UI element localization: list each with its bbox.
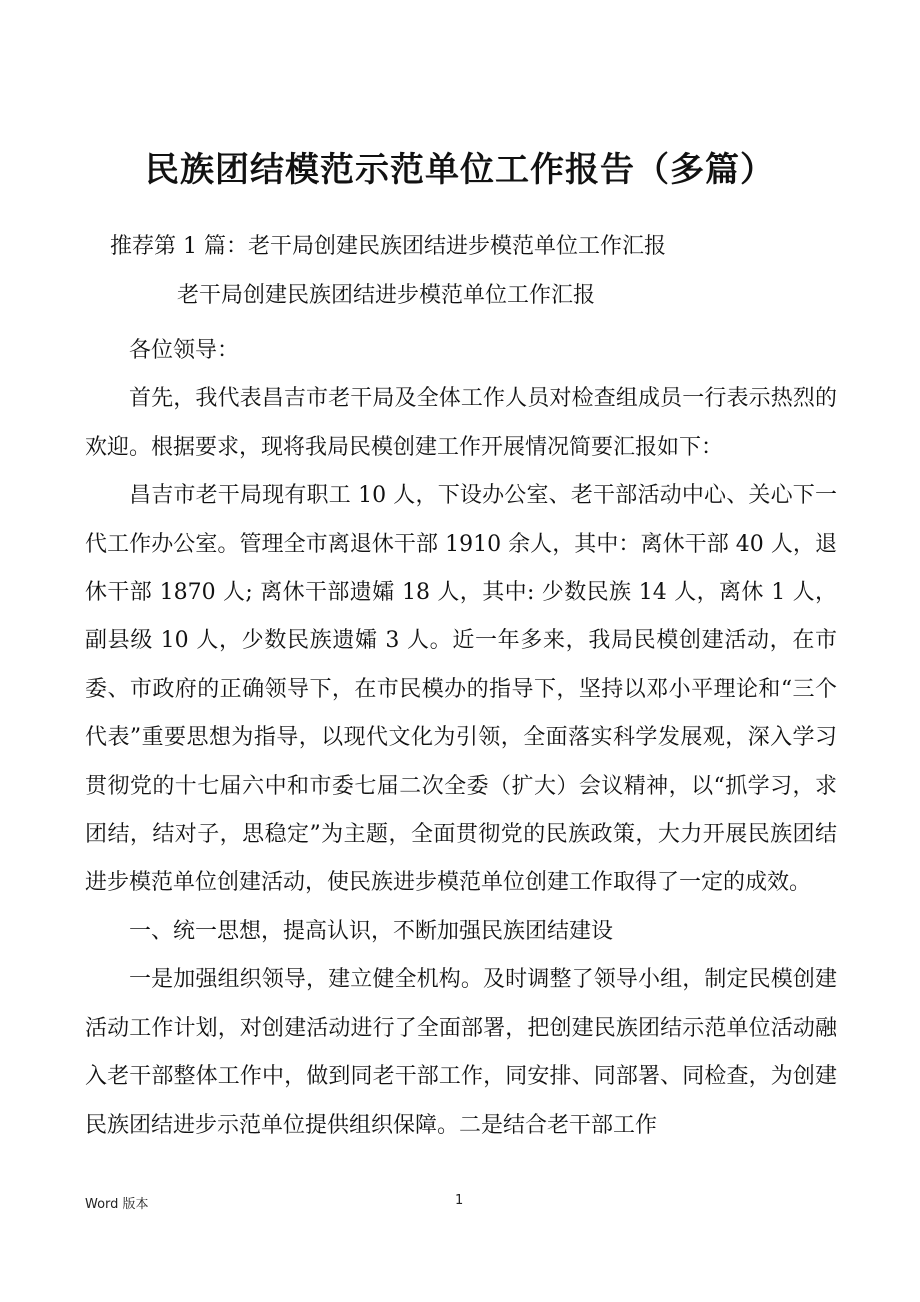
organization-paragraph: 一是加强组织领导，建立健全机构。及时调整了领导小组，制定民模创建活动工作计划，对创建活动进行了全面部署，把创建民族团结示范单位活动融入老干部整体工作中，做到同老干部工作，同安排、同部署、同检查，为创建民族团结进步示范单位提供组织保障。二是结合老干部工作 xyxy=(85,967,837,1138)
welcome-paragraph: 首先，我代表昌吉市老干局及全体工作人员对检查组成员一行表示热烈的欢迎。根据要求，现将我局民模创建工作开展情况简要汇报如下： xyxy=(85,386,837,460)
section-heading: 一、统一思想，提高认识，不断加强民族团结建设 xyxy=(129,918,614,944)
body-text xyxy=(85,327,837,1150)
report-subtitle: 老干局创建民族团结进步模范单位工作汇报 xyxy=(177,283,596,308)
recommend-heading: 推荐第 1 篇：老干局创建民族团结进步模范单位工作汇报 xyxy=(110,234,666,259)
page-number: 1 xyxy=(455,1193,464,1208)
footer-label: Word 版本 xyxy=(85,1197,149,1212)
salutation-paragraph: 各位领导： xyxy=(129,338,240,363)
overview-paragraph: 昌吉市老干局现有职工 10 人，下设办公室、老干部活动中心、关心下一代工作办公室。管理全市离退休干部 1910 余人，其中：离休干部 40 人，退休干部 1870 人; 离休干部遗孀 18 人，其中: 少数民族 14 人，离休 1 人，副县级 10 人，少数民族遗孀 3 人。近一年多来，我局民模创建活动，在市委、市政府的正确领导下，在市民模办的指导下，坚持以邓小平理论和“三个代表”重要思想为指导，以现代文化为引领，全面落实科学发展观，深入学习贯彻党的十七届六中和市委七届二次全委（扩大）会议精神，以“抓学习，求团结，结对子，思稳定”为主题，全面贯彻党的民族政策，大力开展民族团结进步模范单位创建活动，使民族进步模范单位创建工作取得了一定的成效。 xyxy=(85,483,837,896)
document-title: 民族团结模范示范单位工作报告（多篇） xyxy=(145,150,775,190)
